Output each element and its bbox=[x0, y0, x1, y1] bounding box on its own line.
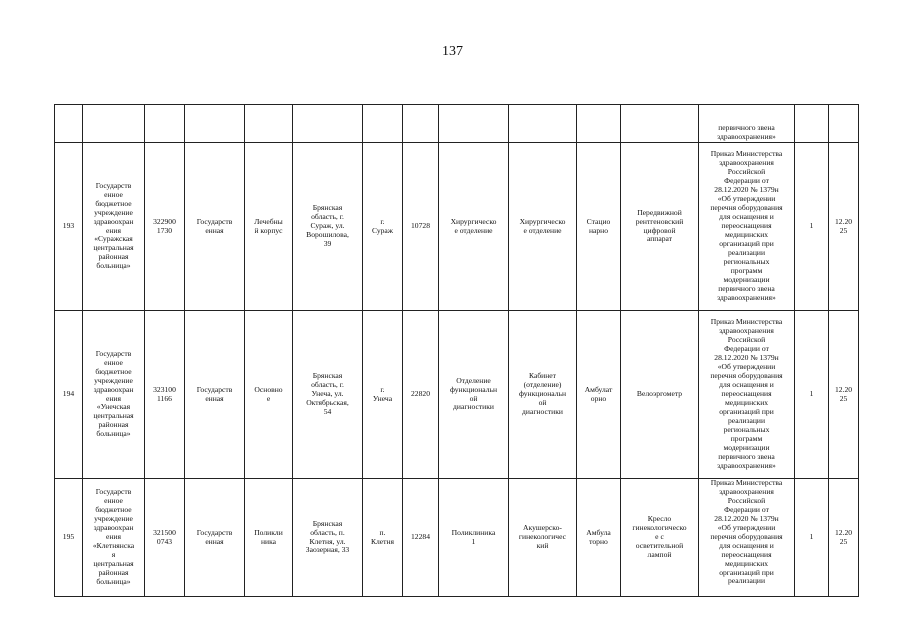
order-cell: Приказ Министерства здравоохранения Российской Федерации от 28.12.2020 № 1379н «Об утверждении перечня оборудования для оснащения и переоснащения медицинских организаций при реализации региональных программ модернизации первичного звена здравоохранения» bbox=[699, 311, 795, 479]
locality-cell: г. Унеча bbox=[363, 311, 403, 479]
care-type-cell: Амбулат орно bbox=[577, 311, 621, 479]
organization-cell: Государств енное бюджетное учреждение здравоохран ения «Суражская центральная районная больница» bbox=[83, 143, 145, 311]
organization-cell: Государств енное бюджетное учреждение здравоохран ения «Клетнянска я центральная районная больница» bbox=[83, 479, 145, 597]
organization-cell: Государств енное бюджетное учреждение здравоохран ения «Унечская центральная районная больница» bbox=[83, 311, 145, 479]
date-cell: 12.20 25 bbox=[829, 311, 859, 479]
ownership-cell: Государств енная bbox=[185, 143, 245, 311]
care-type-cell: Амбула торно bbox=[577, 479, 621, 597]
unit-cell: Хирургическо е отделение bbox=[509, 143, 577, 311]
table-row bbox=[55, 143, 859, 311]
building-cell: Поликли ника bbox=[245, 479, 293, 597]
continuation-row bbox=[55, 105, 859, 143]
address-cell: Брянская область, г. Сураж, ул. Ворошилова, 39 bbox=[293, 143, 363, 311]
ownership-cell: Государств енная bbox=[185, 311, 245, 479]
inn-cell: 322900 1730 bbox=[145, 143, 185, 311]
ownership-cell: Государств енная bbox=[185, 479, 245, 597]
address-cell: Брянская область, п. Клетня, ул. Заозерная, 33 bbox=[293, 479, 363, 597]
unit-cell: Акушерско- гинекологичес кий bbox=[509, 479, 577, 597]
equipment-cell: Велоэргометр bbox=[621, 311, 699, 479]
date-cell: 12.20 25 bbox=[829, 479, 859, 597]
date-cell: 12.20 25 bbox=[829, 143, 859, 311]
inn-cell: 323100 1166 bbox=[145, 311, 185, 479]
code-cell: 22820 bbox=[403, 311, 439, 479]
row-number-cell: 193 bbox=[55, 143, 83, 311]
department-cell: Отделение функциональн ой диагностики bbox=[439, 311, 509, 479]
row-number-cell: 194 bbox=[55, 311, 83, 479]
code-cell: 12284 bbox=[403, 479, 439, 597]
page-number: 137 bbox=[442, 44, 463, 59]
table-row bbox=[55, 479, 859, 597]
department-cell: Хирургическо е отделение bbox=[439, 143, 509, 311]
table-row bbox=[55, 311, 859, 479]
building-cell: Лечебны й корпус bbox=[245, 143, 293, 311]
order-cell: Приказ Министерства здравоохранения Российской Федерации от 28.12.2020 № 1379н «Об утверждении перечня оборудования для оснащения и переоснащения медицинских организаций при реализации bbox=[699, 479, 795, 597]
quantity-cell: 1 bbox=[795, 479, 829, 597]
order-cell-continuation: первичного звена здравоохранения» bbox=[699, 105, 795, 143]
row-number-cell: 195 bbox=[55, 479, 83, 597]
unit-cell: Кабинет (отделение) функциональн ой диагностики bbox=[509, 311, 577, 479]
order-cell: Приказ Министерства здравоохранения Российской Федерации от 28.12.2020 № 1379н «Об утверждении перечня оборудования для оснащения и переоснащения медицинских организаций при реализации региональных программ модернизации первичного звена здравоохранения» bbox=[699, 143, 795, 311]
inn-cell: 321500 0743 bbox=[145, 479, 185, 597]
equipment-cell: Кресло гинекологическо е с осветительной лампой bbox=[621, 479, 699, 597]
locality-cell: п. Клетня bbox=[363, 479, 403, 597]
address-cell: Брянская область, г. Унеча, ул. Октябрьская, 54 bbox=[293, 311, 363, 479]
equipment-registry-table bbox=[54, 104, 859, 597]
department-cell: Поликлиника 1 bbox=[439, 479, 509, 597]
equipment-cell: Передвижной рентгеновский цифровой аппарат bbox=[621, 143, 699, 311]
care-type-cell: Стацио нарно bbox=[577, 143, 621, 311]
locality-cell: г. Сураж bbox=[363, 143, 403, 311]
quantity-cell: 1 bbox=[795, 143, 829, 311]
quantity-cell: 1 bbox=[795, 311, 829, 479]
building-cell: Основно е bbox=[245, 311, 293, 479]
code-cell: 10728 bbox=[403, 143, 439, 311]
